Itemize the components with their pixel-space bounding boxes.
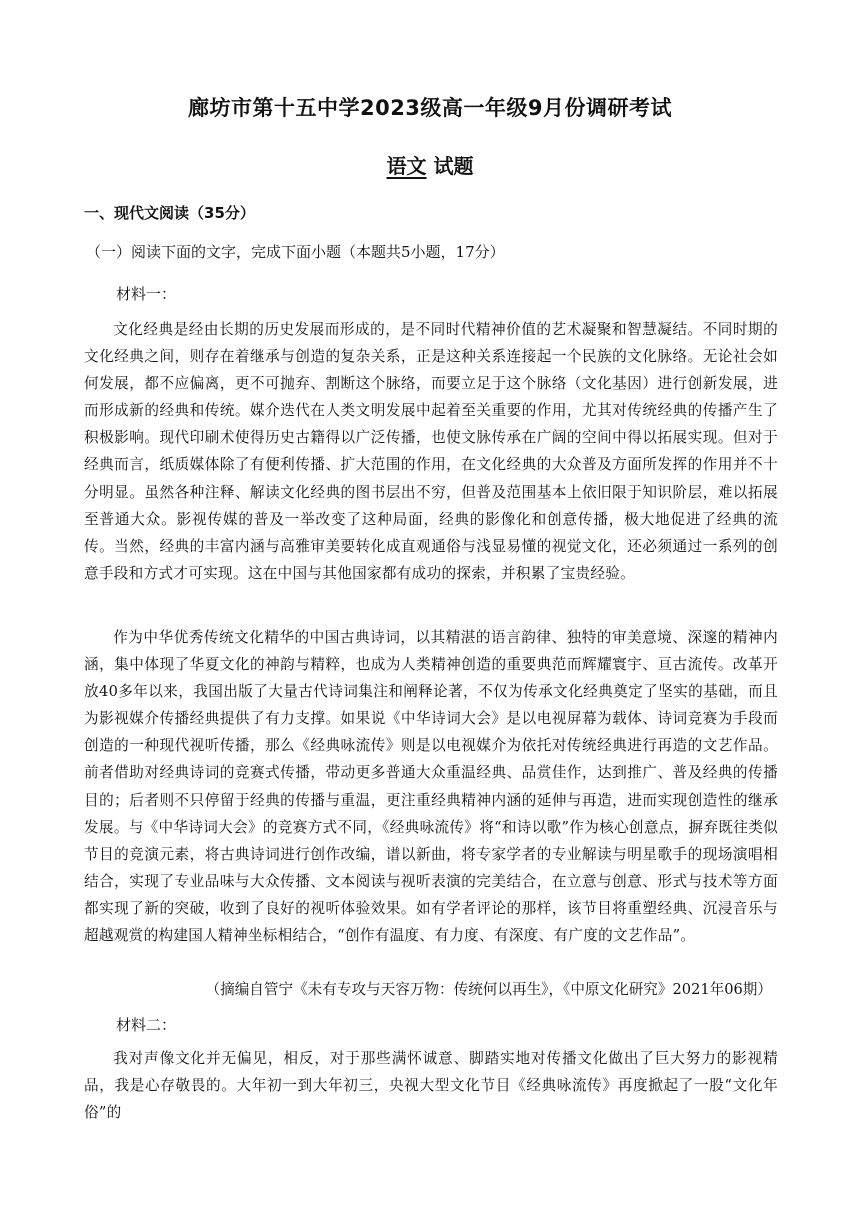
exam-title: 廊坊市第十五中学2023级高一年级9月份调研考试 (187, 96, 673, 120)
subtitle-suffix: 试题 (433, 154, 474, 178)
paragraph-2: 作为中华优秀传统文化精华的中国古典诗词，以其精湛的语言韵律、独特的审美意境、深邃的精神内涵，集中体现了华夏文化的神韵与精粹，也成为人类精神创造的重要典范而辉耀寰宇、亘古流传。改革开放40多年以来，我国出版了大量古代诗词集注和阐释论著，不仅为传承文化经典奠定了坚实的基础，而且为影视媒介传播经典提供了有力支撑。如果说《中华诗词大会》是以电视屏幕为载体、诗词竞赛为手段而创造的一种现代视听传播，那么《经典咏流传》则是以电视媒介为依托对传统经典进行再造的文艺作品。前者借助对经典诗词的竞赛式传播，带动更多普通大众重温经典、品赏佳作，达到推广、普及经典的传播目的；后者则不只停留于经典的传播与重温，更注重经典精神内涵的延伸与再造，进而实现创造性的继承发展。与《中华诗词大会》的竞赛方式不同，《经典咏流传》将“和诗以歌”作为核心创意点，摒弃既往类似节目的竞演元素，将古典诗词进行创作改编，谱以新曲，将专家学者的专业解读与明星歌手的现场演唱相结合，实现了专业品味与大众传播、文本阅读与视听表演的完美结合，在立意与创意、形式与技术等方面都实现了新的突破，收到了良好的视听体验效果。如有学者评论的那样，该节目将重塑经典、沉浸音乐与超越观赏的构建国人精神坐标相结合，“创作有温度、有力度、有深度、有广度的文艺作品”。 (84, 629, 778, 945)
sub-heading: （一）阅读下面的文字，完成下面小题（本题共5小题，17分） (86, 243, 505, 261)
paragraph-1: 文化经典是经由长期的历史发展而形成的，是不同时代精神价值的艺术凝聚和智慧凝结。不同时期的文化经典之间，则存在着继承与创造的复杂关系，正是这种关系连接起一个民族的文化脉络。无论社会如何发展，都不应偏离，更不可抛弃、割断这个脉络，而要立足于这个脉络（文化基因）进行创新发展，进而形成新的经典和传统。媒介迭代在人类文明发展中起着至关重要的作用，尤其对传统经典的传播产生了积极影响。现代印刷术使得历史古籍得以广泛传播，也使文脉传承在广阔的空间中得以拓展实现。但对于经典而言，纸质媒体除了有便利传播、扩大范围的作用，在文化经典的大众普及方面所发挥的作用并不十分明显。虽然各种注释、解读文化经典的图书层出不穷，但普及范围基本上依旧限于知识阶层，难以拓展至普通大众。影视传媒的普及一举改变了这种局面，经典的影像化和创意传播，极大地促进了经典的流传。当然，经典的丰富内涵与高雅审美要转化成直观通俗与浅显易懂的视觉文化，还必须通过一系列的创意手段和方式才可实现。这在中国与其他国家都有成功的探索，并积累了宝贵经验。 (84, 321, 778, 582)
paragraph-3: 我对声像文化并无偏见，相反，对于那些满怀诚意、脚踏实地对传播文化做出了巨大努力的影视精品，我是心存敬畏的。大年初一到大年初三，央视大型文化节目《经典咏流传》再度掀起了一股“文化年俗”的 (84, 1050, 778, 1122)
material2-label: 材料二： (116, 1016, 177, 1034)
material1-label: 材料一： (116, 285, 177, 303)
exam-subtitle (0, 150, 860, 179)
subject-label: 语文 (386, 154, 427, 178)
section-heading: 一、现代文阅读（35分） (84, 204, 255, 222)
source-note: （摘编自管宁《未有专攻与天容万物：传统何以再生》，《中原文化研究》2021年06期） (205, 981, 772, 998)
